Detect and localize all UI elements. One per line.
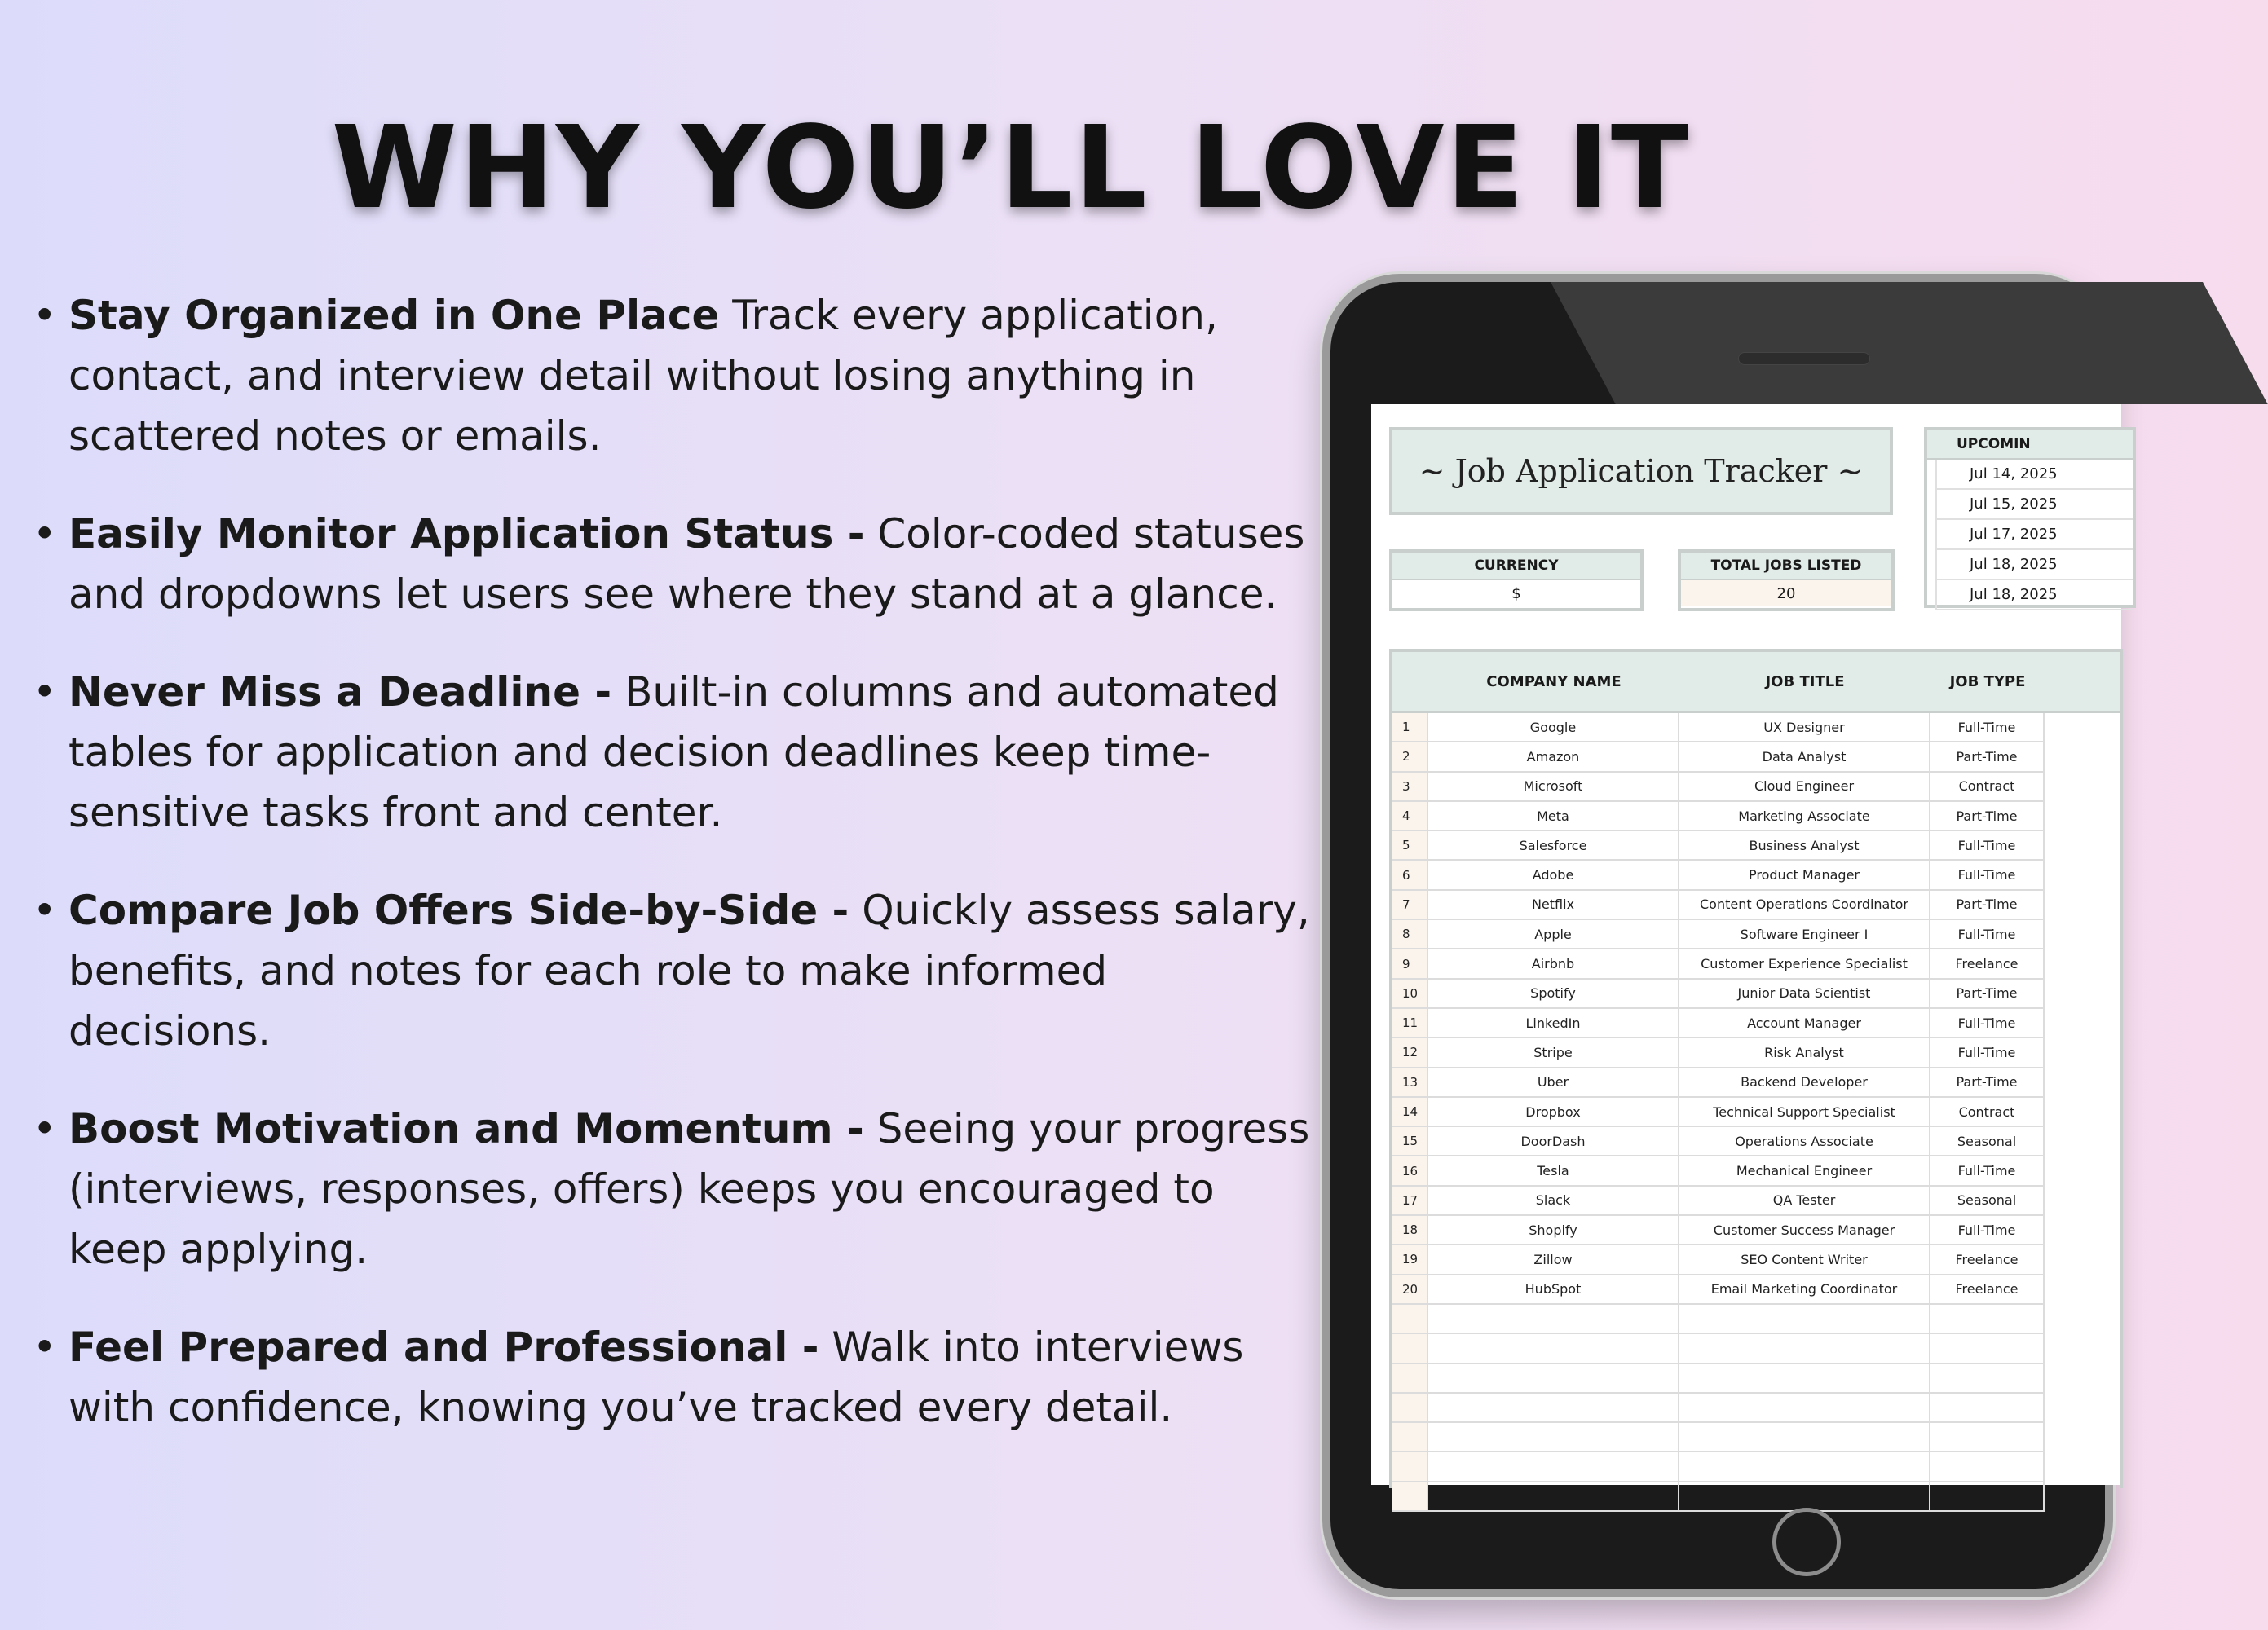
table-row[interactable]	[1392, 802, 2120, 831]
job-title-cell: Marketing Associate	[1679, 802, 1930, 831]
row-number: 9	[1392, 949, 1428, 979]
row-number	[1392, 1423, 1428, 1452]
table-row[interactable]	[1392, 1009, 2120, 1038]
job-title-cell: Software Engineer I	[1679, 920, 1930, 949]
row-number: 1	[1392, 713, 1428, 742]
job-type-cell: Seasonal	[1930, 1127, 2045, 1156]
row-number	[1392, 1482, 1428, 1512]
col-number	[1392, 652, 1428, 711]
job-type-cell: Freelance	[1930, 949, 2045, 979]
job-title-cell: Customer Experience Specialist	[1679, 949, 1930, 979]
feature-text: Built-in columns and automated tables for application and decision deadlines keep time-sensitive tasks front and center.	[68, 668, 1279, 836]
company-cell	[1428, 1364, 1679, 1394]
bullet-icon: •	[33, 1105, 57, 1152]
total-jobs-label: TOTAL JOBS LISTED	[1681, 553, 1891, 580]
table-row[interactable]	[1392, 1394, 2120, 1423]
row-number: 18	[1392, 1216, 1428, 1245]
upcoming-date: Jul 18, 2025	[1935, 580, 2133, 610]
job-title-cell: Product Manager	[1679, 861, 1930, 890]
row-number: 16	[1392, 1156, 1428, 1186]
job-type-cell	[1930, 1423, 2045, 1452]
row-number: 10	[1392, 980, 1428, 1009]
row-number: 4	[1392, 802, 1428, 831]
job-title-cell	[1679, 1334, 1930, 1363]
job-type-cell: Full-Time	[1930, 831, 2045, 861]
row-number: 19	[1392, 1245, 1428, 1275]
company-cell: Tesla	[1428, 1156, 1679, 1186]
job-title-cell: Operations Associate	[1679, 1127, 1930, 1156]
company-cell	[1428, 1334, 1679, 1363]
feature-item	[31, 880, 1311, 1061]
tablet-device	[1322, 274, 2113, 1597]
job-type-cell: Freelance	[1930, 1275, 2045, 1305]
table-row[interactable]	[1392, 1127, 2120, 1156]
table-row[interactable]	[1392, 1364, 2120, 1394]
feature-heading: Easily Monitor Application Status -	[68, 510, 865, 557]
row-number: 2	[1392, 742, 1428, 772]
company-cell: Meta	[1428, 802, 1679, 831]
job-type-cell	[1930, 1305, 2045, 1334]
job-type-cell: Part-Time	[1930, 1068, 2045, 1098]
table-row[interactable]	[1392, 1068, 2120, 1098]
job-type-cell: Full-Time	[1930, 713, 2045, 742]
row-number: 15	[1392, 1127, 1428, 1156]
table-row[interactable]	[1392, 920, 2120, 949]
company-cell: Dropbox	[1428, 1098, 1679, 1127]
row-number	[1392, 1334, 1428, 1363]
job-type-cell	[1930, 1334, 2045, 1363]
company-cell: Adobe	[1428, 861, 1679, 890]
feature-item	[31, 285, 1311, 466]
company-cell: Salesforce	[1428, 831, 1679, 861]
upcoming-deadlines	[1924, 427, 2136, 608]
table-header	[1392, 652, 2120, 713]
feature-text: Quickly assess salary, benefits, and notes for each role to make informed decisions.	[68, 887, 1310, 1055]
company-cell: Slack	[1428, 1187, 1679, 1216]
table-row[interactable]	[1392, 1275, 2120, 1305]
table-row[interactable]	[1392, 1187, 2120, 1216]
feature-list	[31, 285, 1311, 1475]
row-number: 8	[1392, 920, 1428, 949]
job-type-cell	[1930, 1452, 2045, 1482]
job-type-cell: Full-Time	[1930, 1009, 2045, 1038]
job-type-cell: Part-Time	[1930, 891, 2045, 920]
feature-item	[31, 504, 1311, 624]
company-cell	[1428, 1305, 1679, 1334]
table-row[interactable]	[1392, 1245, 2120, 1275]
row-number	[1392, 1364, 1428, 1394]
feature-item	[31, 1099, 1311, 1280]
table-row[interactable]	[1392, 861, 2120, 890]
job-title-cell	[1679, 1394, 1930, 1423]
table-row[interactable]	[1392, 1423, 2120, 1452]
row-number: 14	[1392, 1098, 1428, 1127]
company-cell: Netflix	[1428, 891, 1679, 920]
job-title-cell: QA Tester	[1679, 1187, 1930, 1216]
job-title-cell	[1679, 1452, 1930, 1482]
company-cell: LinkedIn	[1428, 1009, 1679, 1038]
company-cell: DoorDash	[1428, 1127, 1679, 1156]
job-type-cell: Part-Time	[1930, 980, 2045, 1009]
table-row[interactable]	[1392, 980, 2120, 1009]
bullet-icon: •	[33, 1324, 57, 1371]
job-type-cell: Full-Time	[1930, 1216, 2045, 1245]
total-jobs-box	[1678, 549, 1895, 611]
job-type-cell: Contract	[1930, 1098, 2045, 1127]
job-title-cell: Email Marketing Coordinator	[1679, 1275, 1930, 1305]
company-cell: Microsoft	[1428, 773, 1679, 802]
table-row[interactable]	[1392, 1038, 2120, 1068]
row-number	[1392, 1305, 1428, 1334]
table-row[interactable]	[1392, 1334, 2120, 1363]
row-number: 13	[1392, 1068, 1428, 1098]
row-number: 11	[1392, 1009, 1428, 1038]
company-cell: Uber	[1428, 1068, 1679, 1098]
job-title-cell: Backend Developer	[1679, 1068, 1930, 1098]
col-company: COMPANY NAME	[1486, 672, 1622, 690]
table-row[interactable]	[1392, 773, 2120, 802]
job-type-cell: Full-Time	[1930, 920, 2045, 949]
company-cell: HubSpot	[1428, 1275, 1679, 1305]
row-number	[1392, 1394, 1428, 1423]
job-title-cell: Cloud Engineer	[1679, 773, 1930, 802]
job-title-cell: Risk Analyst	[1679, 1038, 1930, 1068]
feature-item	[31, 1317, 1311, 1438]
total-jobs-value: 20	[1681, 580, 1891, 606]
job-type-cell: Contract	[1930, 773, 2045, 802]
company-cell: Zillow	[1428, 1245, 1679, 1275]
table-row[interactable]	[1392, 1098, 2120, 1127]
row-number: 20	[1392, 1275, 1428, 1305]
company-cell	[1428, 1423, 1679, 1452]
job-title-cell: Customer Success Manager	[1679, 1216, 1930, 1245]
job-type-cell: Seasonal	[1930, 1187, 2045, 1216]
bullet-icon: •	[33, 292, 57, 339]
job-type-cell: Full-Time	[1930, 861, 2045, 890]
feature-heading: Feel Prepared and Professional -	[68, 1324, 819, 1371]
table-row[interactable]	[1392, 949, 2120, 979]
job-title-cell	[1679, 1423, 1930, 1452]
row-number	[1392, 1452, 1428, 1482]
company-cell: Airbnb	[1428, 949, 1679, 979]
job-title-cell: Account Manager	[1679, 1009, 1930, 1038]
job-type-cell	[1930, 1394, 2045, 1423]
feature-heading: Never Miss a Deadline -	[68, 668, 612, 716]
row-number: 17	[1392, 1187, 1428, 1216]
jobs-table	[1389, 649, 2123, 1488]
company-cell: Apple	[1428, 920, 1679, 949]
job-title-cell	[1679, 1305, 1930, 1334]
feature-heading: Boost Motivation and Momentum -	[68, 1105, 864, 1152]
job-type-cell	[1930, 1364, 2045, 1394]
job-type-cell	[1930, 1482, 2045, 1512]
feature-item	[31, 662, 1311, 843]
row-number: 3	[1392, 773, 1428, 802]
company-cell	[1428, 1482, 1679, 1512]
feature-text: Seeing your progress (interviews, responses, offers) keeps you encouraged to keep applying.	[68, 1105, 1310, 1273]
bullet-icon: •	[33, 510, 57, 557]
job-title-cell: Business Analyst	[1679, 831, 1930, 861]
currency-label: CURRENCY	[1392, 553, 1640, 580]
upcoming-date: Jul 17, 2025	[1935, 520, 2133, 550]
col-job-type: JOB TYPE	[1949, 672, 2026, 690]
company-cell	[1428, 1452, 1679, 1482]
upcoming-date: Jul 18, 2025	[1935, 550, 2133, 580]
feature-text: Walk into interviews with confidence, knowing you’ve tracked every detail.	[68, 1324, 1244, 1431]
job-type-cell: Full-Time	[1930, 1038, 2045, 1068]
upcoming-date: Jul 15, 2025	[1935, 490, 2133, 520]
table-row[interactable]	[1392, 1216, 2120, 1245]
company-cell: Shopify	[1428, 1216, 1679, 1245]
tablet-speaker	[1738, 352, 1870, 365]
table-row[interactable]	[1392, 1452, 2120, 1482]
row-number: 6	[1392, 861, 1428, 890]
company-cell	[1428, 1394, 1679, 1423]
job-title-cell: SEO Content Writer	[1679, 1245, 1930, 1275]
feature-text: Track every application, contact, and interview detail without losing anything in scattered notes or emails.	[68, 292, 1218, 460]
company-cell: Amazon	[1428, 742, 1679, 772]
row-number: 7	[1392, 891, 1428, 920]
company-cell: Spotify	[1428, 980, 1679, 1009]
job-title-cell: Junior Data Scientist	[1679, 980, 1930, 1009]
job-title-cell	[1679, 1364, 1930, 1394]
currency-box	[1389, 549, 1644, 611]
company-cell: Google	[1428, 713, 1679, 742]
table-row[interactable]	[1392, 831, 2120, 861]
home-button[interactable]	[1772, 1508, 1841, 1576]
bullet-icon: •	[33, 887, 57, 934]
job-type-cell: Freelance	[1930, 1245, 2045, 1275]
screen-glare	[1551, 282, 2268, 404]
tracker-title: ~ Job Application Tracker ~	[1389, 427, 1893, 515]
job-type-cell: Part-Time	[1930, 742, 2045, 772]
tracker-screen	[1371, 404, 2121, 1485]
upcoming-label: UPCOMIN	[1927, 430, 2133, 460]
job-title-cell: Data Analyst	[1679, 742, 1930, 772]
job-title-cell: Mechanical Engineer	[1679, 1156, 1930, 1186]
upcoming-date: Jul 14, 2025	[1935, 460, 2133, 490]
feature-text: Color-coded statuses and dropdowns let users see where they stand at a glance.	[68, 510, 1305, 618]
col-job-title: JOB TITLE	[1765, 672, 1845, 690]
bullet-icon: •	[33, 668, 57, 716]
job-type-cell: Full-Time	[1930, 1156, 2045, 1186]
table-row[interactable]	[1392, 1156, 2120, 1186]
job-title-cell: Technical Support Specialist	[1679, 1098, 1930, 1127]
headline: WHY YOU’LL LOVE IT	[331, 102, 1691, 235]
table-row[interactable]	[1392, 742, 2120, 772]
table-row[interactable]	[1392, 1482, 2120, 1512]
job-type-cell: Part-Time	[1930, 802, 2045, 831]
company-cell: Stripe	[1428, 1038, 1679, 1068]
job-title-cell: UX Designer	[1679, 713, 1930, 742]
row-number: 5	[1392, 831, 1428, 861]
table-row[interactable]	[1392, 713, 2120, 742]
table-row[interactable]	[1392, 1305, 2120, 1334]
feature-heading: Stay Organized in One Place	[68, 292, 720, 339]
currency-value[interactable]: $	[1511, 584, 1521, 602]
feature-heading: Compare Job Offers Side-by-Side -	[68, 887, 849, 934]
job-title-cell: Content Operations Coordinator	[1679, 891, 1930, 920]
table-row[interactable]	[1392, 891, 2120, 920]
row-number: 12	[1392, 1038, 1428, 1068]
